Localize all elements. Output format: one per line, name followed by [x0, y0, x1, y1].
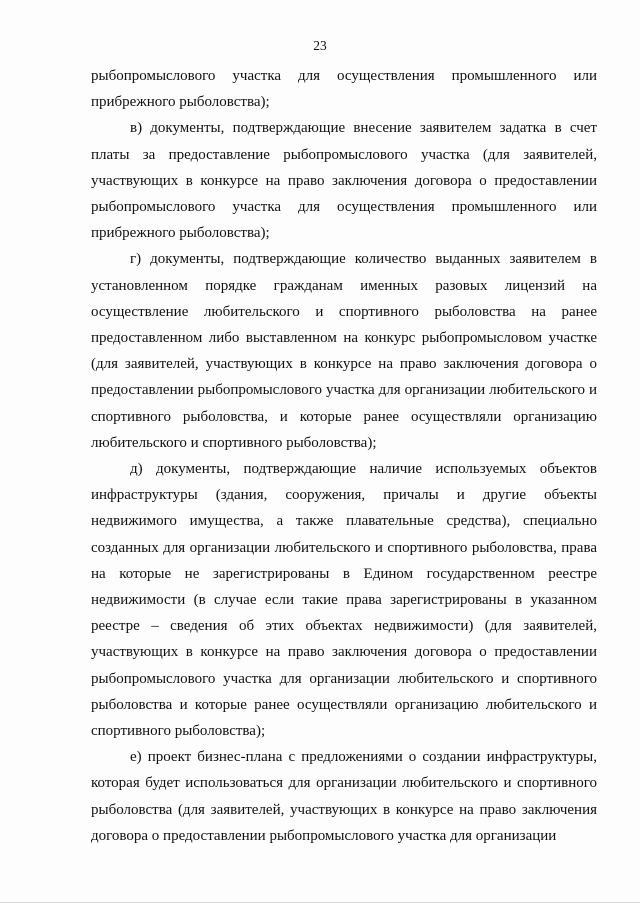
- paragraph-item-e: е) проект бизнес-плана с предложениями о создании инфраструктуры, которая будет использоваться для организации любительского и спортивного рыболовства (для заявителей, участвующих в конкурсе на право заключения договора о предоставлении рыбопромыслового участка для организации: [91, 749, 597, 844]
- page-bottom-edge: [0, 902, 640, 903]
- page-number: 23: [313, 38, 327, 53]
- document-body: [91, 63, 597, 849]
- paragraph-continuation: рыбопромыслового участка для осуществления промышленного или прибрежного рыболовства);: [91, 68, 597, 111]
- paragraph-item-g: г) документы, подтверждающие количество выданных заявителем в установленном порядке гражданам именных разовых лицензий на осуществление любительского и спортивного рыболовства на ранее предоставленном либо выставленном на конкурс рыбопромысловом участке (для заявителей, участвующих в конкурсе на право заключения договора о предоставлении рыбопромыслового участка для организации любительского и спортивного рыболовства, и которые ранее осуществляли организацию любительского и спортивного рыболовства);: [91, 251, 597, 451]
- paragraph-item-v: в) документы, подтверждающие внесение заявителем задатка в счет платы за предоставление рыбопромыслового участка (для заявителей, участвующих в конкурсе на право заключения договора о предоставлении рыбопромыслового участка для осуществления промышленного или прибрежного рыболовства);: [91, 120, 597, 242]
- paragraph-item-d: д) документы, подтверждающие наличие используемых объектов инфраструктуры (здания, сооружения, причалы и другие объекты недвижимого имущества, а также плавательные средства), специально созданных для организации любительского и спортивного рыболовства, права на которые не зарегистрированы в Едином государственном реестре недвижимости (в случае если такие права зарегистрированы в указанном реестре – сведения об этих объектах недвижимости) (для заявителей, участвующих в конкурсе на право заключения договора о предоставлении рыбопромыслового участка для организации любительского и спортивного рыболовства и которые ранее осуществляли организацию любительского и спортивного рыболовства);: [91, 461, 597, 740]
